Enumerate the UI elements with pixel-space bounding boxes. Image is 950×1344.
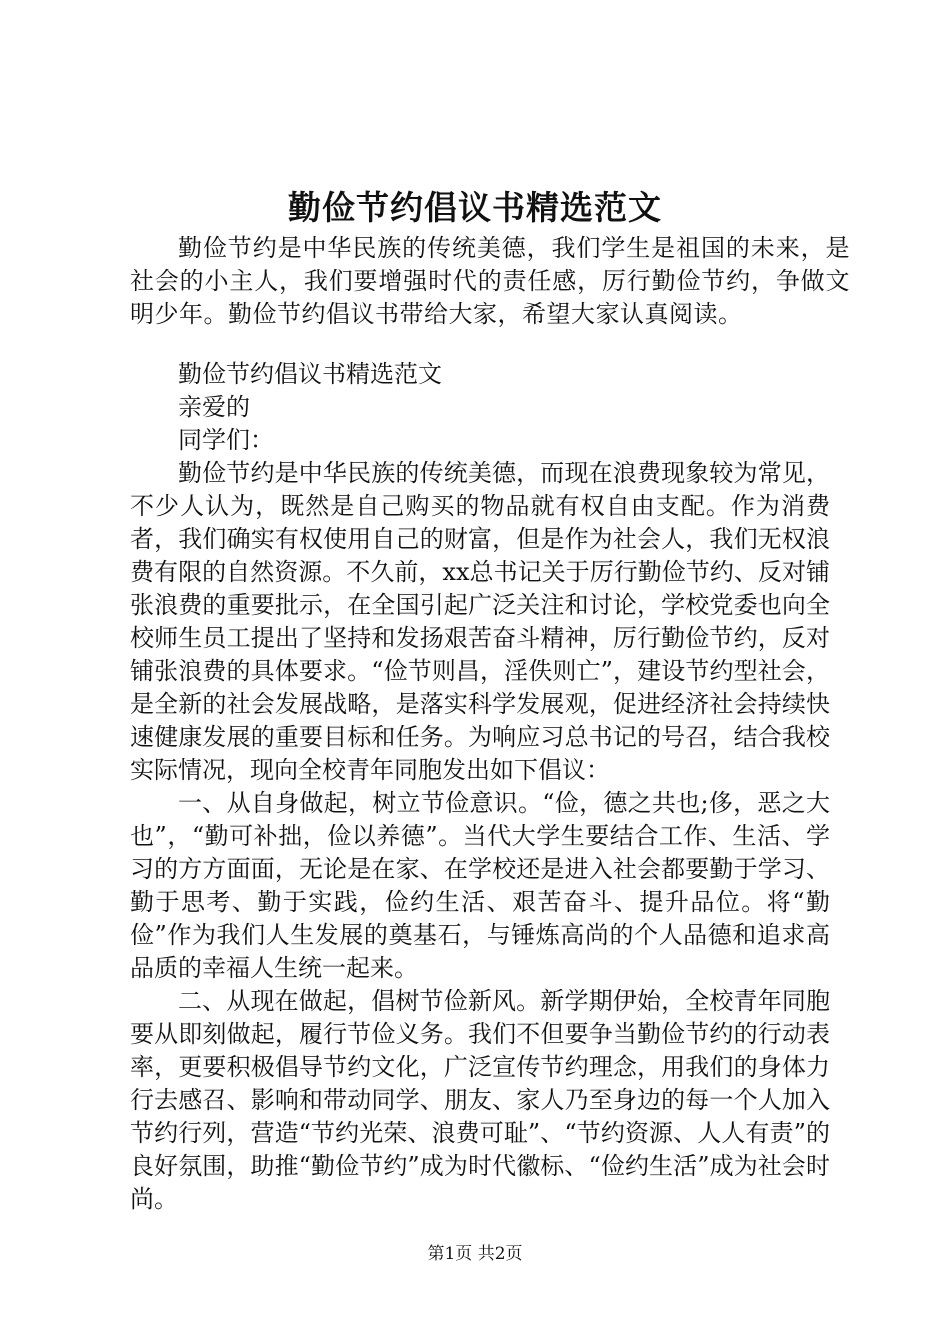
body-paragraph-1: 勤俭节约是中华民族的传统美德，而现在浪费现象较为常见，不少人认为，既然是自己购买的物品就有权自由支配。作为消费者，我们确实有权使用自己的财富，但是作为社会人，我们无权浪费有限的自然资源。不久前，xx总书记关于厉行勤俭节约、反对铺张浪费的重要批示，在全国引起广泛关注和讨论，学校党委也向全校师生员工提出了坚持和发扬艰苦奋斗精神，厉行勤俭节约，反对铺张浪费的具体要求。“俭节则昌，淫佚则亡”，建设节约型社会，是全新的社会发展战略，是落实科学发展观，促进经济社会持续快速健康发展的重要目标和任务。为响应习总书记的号召，结合我校实际情况，现向全校青年同胞发出如下倡议： — [130, 459, 830, 784]
document-title: 勤俭节约倡议书精选范文 — [288, 188, 662, 227]
intro-section — [130, 232, 850, 331]
salutation-line-1: 亲爱的 — [178, 393, 250, 421]
subtitle-line: 勤俭节约倡议书精选范文 — [178, 360, 442, 388]
body-section — [130, 358, 830, 1216]
intro-paragraph: 勤俭节约是中华民族的传统美德，我们学生是祖国的未来，是社会的小主人，我们要增强时代的责任感，厉行勤俭节约，争做文明少年。勤俭节约倡议书带给大家，希望大家认真阅读。 — [130, 234, 850, 328]
page-footer: 第1页 共2页 — [427, 1244, 523, 1264]
body-paragraph-3: 二、从现在做起，倡树节俭新风。新学期伊始，全校青年同胞要从即刻做起，履行节俭义务。我们不但要争当勤俭节约的行动表率，更要积极倡导节约文化，广泛宣传节约理念，用我们的身体力行去感召、影响和带动同学、朋友、家人乃至身边的每一个人加入节约行列，营造“节约光荣、浪费可耻”、“节约资源、人人有责”的良好氛围，助推“勤俭节约”成为时代徽标、“俭约生活”成为社会时尚。 — [130, 987, 830, 1213]
body-paragraph-2: 一、从自身做起，树立节俭意识。“俭，德之共也;侈，恶之大也”，“勤可补拙，俭以养德”。当代大学生要结合工作、生活、学习的方方面面，无论是在家、在学校还是进入社会都要勤于学习、勤于思考、勤于实践，俭约生活、艰苦奋斗、提升品位。将“勤俭”作为我们人生发展的奠基石，与锤炼高尚的个人品德和追求高品质的幸福人生统一起来。 — [130, 789, 830, 982]
salutation-line-2: 同学们： — [178, 426, 274, 454]
